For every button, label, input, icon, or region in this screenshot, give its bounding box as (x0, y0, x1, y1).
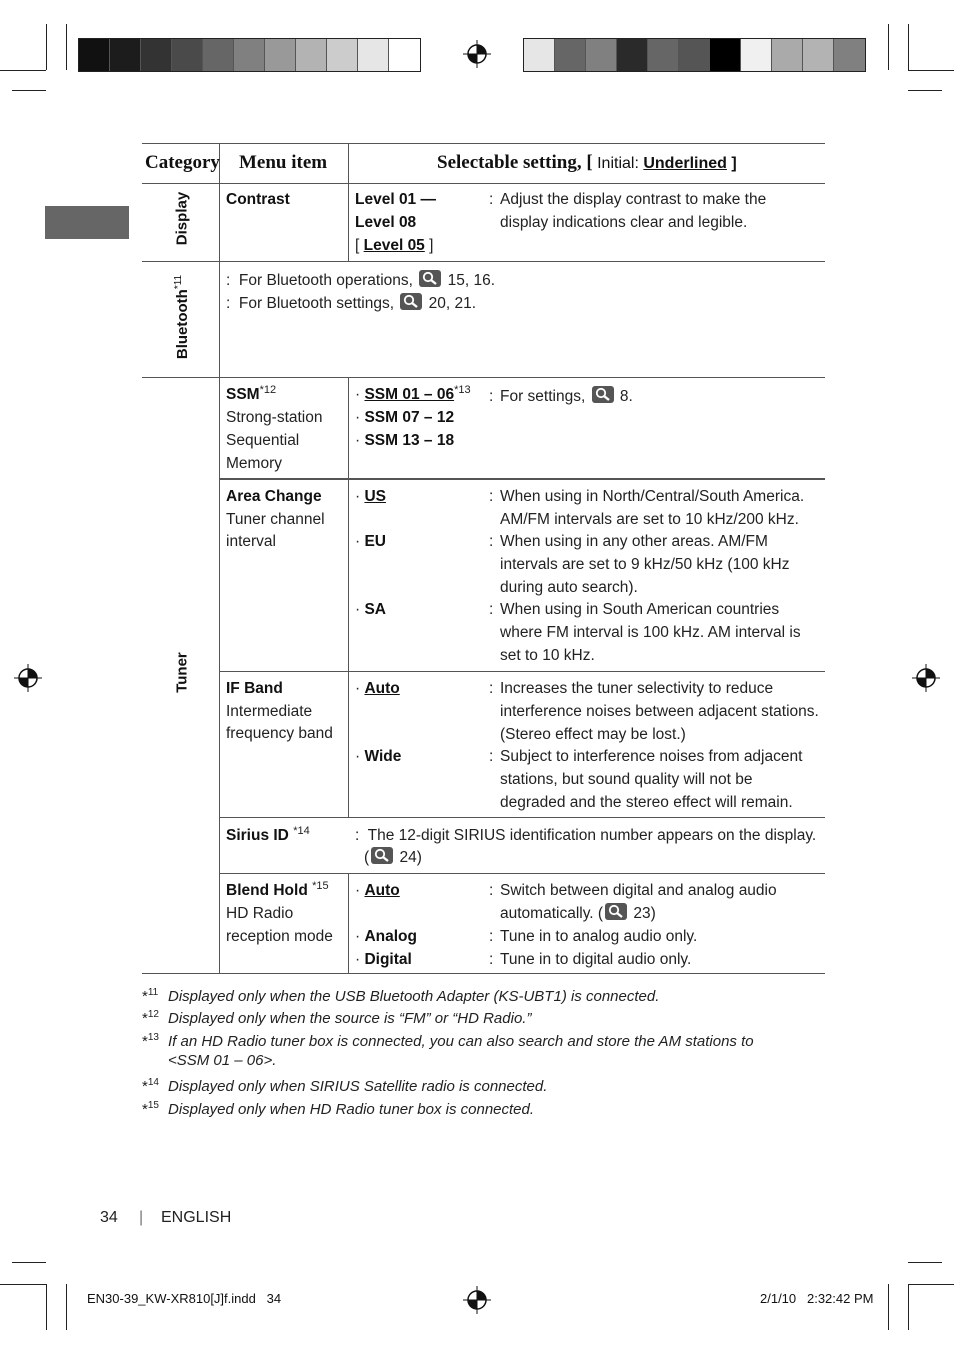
ssm-sub: Sequential (226, 432, 300, 449)
desc-us: When using in North/Central/South America. AM/FM intervals are set to 10 kHz/200 kHz. (500, 488, 805, 528)
color-swatch (710, 39, 741, 71)
section-tab (45, 206, 129, 239)
colon: : (489, 748, 494, 765)
crop-mark (888, 1284, 889, 1330)
colon: : (489, 951, 494, 968)
footer-language: ENGLISH (161, 1209, 232, 1226)
crop-mark (908, 24, 909, 70)
color-swatch (555, 39, 586, 71)
colon: : (489, 680, 494, 697)
crop-mark (46, 24, 47, 70)
footnote: *$^{13}$ If an HD Radio tuner box is connected, you can also search and store the AM stations to (142, 1032, 754, 1050)
crop-mark (12, 1262, 46, 1263)
crop-mark (66, 24, 67, 70)
colon: : (489, 601, 494, 618)
desc-eu: When using in any other areas. AM/FM intervals are set to 9 kHz/50 kHz (100 kHz during auto search). (500, 533, 790, 596)
area-sub: interval (226, 533, 276, 550)
menu-item-sirius-id: Sirius ID $^{*14}$ (226, 824, 310, 844)
option-level-b: Level 08 (355, 214, 417, 231)
color-bar-left (78, 38, 421, 72)
desc-analog: Tune in to analog audio only. (500, 928, 698, 945)
footnote: *$^{14}$ Displayed only when SIRIUS Satellite radio is connected. (142, 1077, 548, 1095)
desc-sirius-id: : The 12-digit SIRIUS identification number appears on the display. (355, 827, 817, 844)
footnote: <SSM 01 – 06>. (168, 1052, 277, 1069)
desc-wide: Subject to interference noises from adjacent stations, but sound quality will not be degraded and the stereo effect will remain. (500, 748, 803, 811)
option-blend-auto: · Auto (355, 882, 400, 899)
category-tuner: Tuner (173, 652, 191, 693)
color-swatch (834, 39, 865, 71)
header-menu-item: Menu item (239, 152, 328, 173)
desc-blend-auto: Switch between digital and analog audio automatically. ( 23) (500, 882, 777, 922)
color-swatch (234, 39, 265, 71)
footnote: *$^{11}$ Displayed only when the USB Bluetooth Adapter (KS-UBT1) is connected. (142, 987, 660, 1005)
footnote: *$^{15}$ Displayed only when HD Radio tuner box is connected. (142, 1100, 535, 1118)
color-swatch (389, 39, 420, 71)
category-bluetooth: Bluetooth$^{*11}$ (173, 274, 191, 360)
color-swatch (586, 39, 617, 71)
option-auto: · Auto (355, 680, 400, 697)
header-selectable-setting: Selectable setting, [ Initial: Underlined ] (437, 152, 737, 173)
magnifier-reference-icon (592, 386, 614, 403)
crop-mark (0, 70, 46, 71)
crop-mark (12, 90, 46, 91)
color-swatch (772, 39, 803, 71)
colon: : (489, 928, 494, 945)
blend-sub: HD Radio (226, 905, 294, 922)
color-swatch (110, 39, 141, 71)
color-bar-right (523, 38, 866, 72)
page-number: 34 (100, 1209, 118, 1226)
color-swatch (648, 39, 679, 71)
option-ssm-1: · SSM 01 – 06$^{*13}$ (355, 383, 471, 403)
crop-mark (908, 1262, 942, 1263)
blend-sub: reception mode (226, 928, 333, 945)
bluetooth-operations-ref: : For Bluetooth operations, 15, 16. (226, 272, 496, 289)
magnifier-reference-icon (371, 847, 393, 864)
ssm-sub: Memory (226, 455, 282, 472)
option-level-a: Level 01 — (355, 191, 436, 208)
color-swatch (172, 39, 203, 71)
slug-date: 2/1/10 2:32:42 PM (760, 1291, 874, 1306)
option-analog: · Analog (355, 928, 417, 945)
option-digital: · Digital (355, 951, 412, 968)
option-eu: · EU (355, 533, 387, 550)
crop-mark (908, 1284, 954, 1285)
menu-item-ssm: SSM$^{*12}$ (226, 383, 277, 403)
desc-auto: Increases the tuner selectivity to reduce interference noises between adjacent stations. (Stereo effect may be lost.) (500, 680, 819, 743)
magnifier-reference-icon (605, 903, 627, 920)
color-swatch (741, 39, 772, 71)
desc-sa: When using in South American countries where FM interval is 100 kHz. AM interval is set to 10 kHz. (500, 601, 801, 664)
desc-contrast: Adjust the display contrast to make the display indications clear and legible. (500, 191, 767, 231)
registration-icon (912, 664, 940, 692)
menu-item-area-change: Area Change (226, 488, 322, 505)
color-swatch (524, 39, 555, 71)
option-sa: · SA (355, 601, 387, 618)
option-level-initial: [ Level 05 ] (355, 237, 434, 254)
footnote: *$^{12}$ Displayed only when the source is “FM” or “HD Radio.” (142, 1009, 532, 1027)
crop-mark (0, 1284, 46, 1285)
crop-mark (888, 24, 889, 70)
menu-item-contrast: Contrast (226, 191, 290, 208)
registration-icon (463, 40, 491, 68)
colon: : (489, 388, 494, 405)
color-swatch (79, 39, 110, 71)
ifband-sub: Intermediate (226, 703, 313, 720)
color-swatch (203, 39, 234, 71)
desc-ssm: For settings, 8. (500, 388, 633, 405)
crop-mark (46, 1284, 47, 1330)
color-swatch (358, 39, 389, 71)
crop-mark (908, 1284, 909, 1330)
color-swatch (803, 39, 834, 71)
magnifier-reference-icon (400, 293, 422, 310)
area-sub: Tuner channel (226, 511, 325, 528)
registration-icon (14, 664, 42, 692)
option-wide: · Wide (355, 748, 402, 765)
color-swatch (679, 39, 710, 71)
option-us: · US (355, 488, 387, 505)
color-swatch (265, 39, 296, 71)
color-swatch (617, 39, 648, 71)
magnifier-reference-icon (419, 270, 441, 287)
colon: : (489, 533, 494, 550)
bluetooth-settings-ref: : For Bluetooth settings, 20, 21. (226, 295, 477, 312)
sirius-ref: ( 24) (364, 849, 422, 866)
menu-item-blend-hold: Blend Hold $^{*15}$ (226, 879, 329, 899)
colon: : (489, 882, 494, 899)
ssm-sub: Strong-station (226, 409, 323, 426)
crop-mark (908, 90, 942, 91)
category-display: Display (173, 191, 191, 246)
header-category: Category (145, 152, 220, 173)
option-ssm-2: · SSM 07 – 12 (355, 409, 455, 426)
colon: : (489, 488, 494, 505)
ifband-sub: frequency band (226, 725, 333, 742)
option-ssm-3: · SSM 13 – 18 (355, 432, 455, 449)
color-swatch (141, 39, 172, 71)
registration-icon (463, 1286, 491, 1314)
slug-file: EN30-39_KW-XR810[J]f.indd 34 (87, 1291, 282, 1306)
desc-digital: Tune in to digital audio only. (500, 951, 692, 968)
crop-mark (908, 70, 954, 71)
color-swatch (296, 39, 327, 71)
color-swatch (327, 39, 358, 71)
footer-separator: | (139, 1209, 144, 1226)
colon: : (489, 191, 494, 208)
crop-mark (66, 1284, 67, 1330)
menu-item-if-band: IF Band (226, 680, 283, 697)
